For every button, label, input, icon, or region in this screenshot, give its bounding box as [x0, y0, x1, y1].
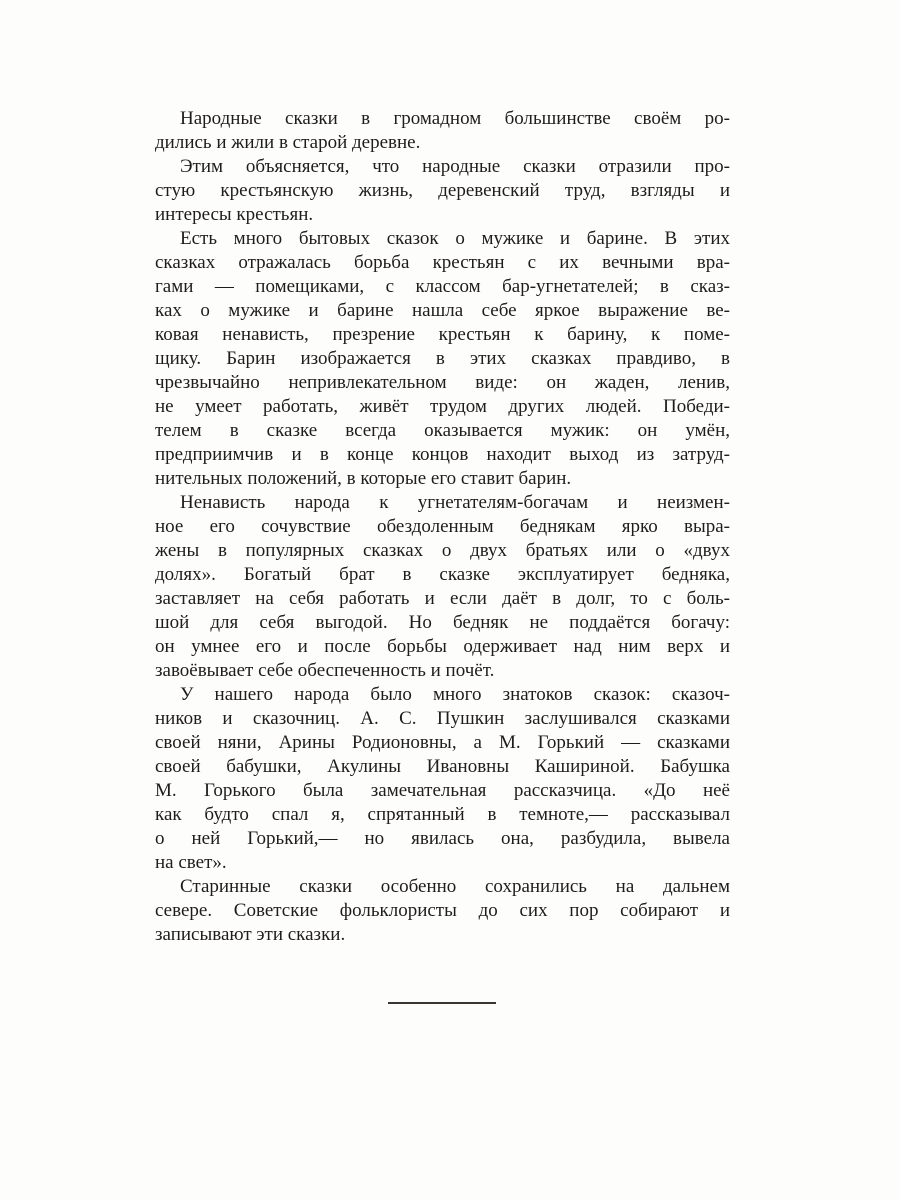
text-line: жены в популярных сказках о двух братьях или о «двух	[155, 540, 730, 561]
text-line: как будто спал я, спрятанный в темноте,— рассказывал	[155, 804, 730, 825]
text-line: завоёвывает себе обеспеченность и почёт.	[155, 660, 495, 681]
paragraph	[155, 227, 730, 491]
text-line: ках о мужике и барине нашла себе яркое выражение ве-	[155, 300, 730, 321]
text-block	[155, 107, 730, 947]
text-line: сказках отражалась борьба крестьян с их вечными вра-	[155, 252, 730, 273]
text-line: шой для себя выгодой. Но бедняк не поддаётся богачу:	[155, 612, 730, 633]
text-line: своей няни, Арины Родионовны, а М. Горький — сказками	[155, 732, 730, 753]
text-line: Народные сказки в громадном большинстве своём ро-	[180, 108, 730, 129]
text-line: чрезвычайно непривлекательном виде: он жаден, ленив,	[155, 372, 730, 393]
text-line: ное его сочувствие обездоленным беднякам ярко выра-	[155, 516, 730, 537]
text-line: щику. Барин изображается в этих сказках правдиво, в	[155, 348, 730, 369]
text-line: заставляет на себя работать и если даёт в долг, то с боль-	[155, 588, 730, 609]
paragraph	[155, 683, 730, 875]
text-line: ников и сказочниц. А. С. Пушкин заслушивался сказками	[155, 708, 730, 729]
text-line: Старинные сказки особенно сохранились на дальнем	[180, 876, 730, 897]
text-line: дились и жили в старой деревне.	[155, 132, 421, 153]
text-line: нительных положений, в которые его ставит барин.	[155, 468, 572, 489]
text-line: М. Горького была замечательная рассказчица. «До неё	[155, 780, 730, 801]
text-line: стую крестьянскую жизнь, деревенский труд, взгляды и	[155, 180, 730, 201]
paragraph	[155, 155, 730, 227]
text-line: гами — помещиками, с классом бар-угнетателей; в сказ-	[155, 276, 730, 297]
text-line: предприимчив и в конце концов находит выход из затруд-	[155, 444, 730, 465]
text-line: ковая ненависть, презрение крестьян к барину, к поме-	[155, 324, 730, 345]
text-line: о ней Горький,— но явилась она, разбудила, вывела	[155, 828, 730, 849]
text-line: севере. Советские фольклористы до сих пор собирают и	[155, 900, 730, 921]
text-line: У нашего народа было много знатоков сказок: сказоч-	[180, 684, 730, 705]
text-line: интересы крестьян.	[155, 204, 314, 225]
text-line: Ненависть народа к угнетателям-богачам и неизмен-	[180, 492, 730, 513]
text-line: записывают эти сказки.	[155, 924, 346, 945]
text-line: на свет».	[155, 852, 227, 873]
text-line: не умеет работать, живёт трудом других людей. Победи-	[155, 396, 730, 417]
text-line: своей бабушки, Акулины Ивановны Кашириной. Бабушка	[155, 756, 730, 777]
section-divider	[388, 1002, 496, 1004]
text-line: Есть много бытовых сказок о мужике и барине. В этих	[180, 228, 730, 249]
paragraph	[155, 875, 730, 947]
paragraph	[155, 107, 730, 155]
text-line: телем в сказке всегда оказывается мужик: он умён,	[155, 420, 730, 441]
text-line: долях». Богатый брат в сказке эксплуатирует бедняка,	[155, 564, 730, 585]
text-line: он умнее его и после борьбы одерживает над ним верх и	[155, 636, 730, 657]
text-line: Этим объясняется, что народные сказки отразили про-	[180, 156, 730, 177]
paragraph	[155, 491, 730, 683]
